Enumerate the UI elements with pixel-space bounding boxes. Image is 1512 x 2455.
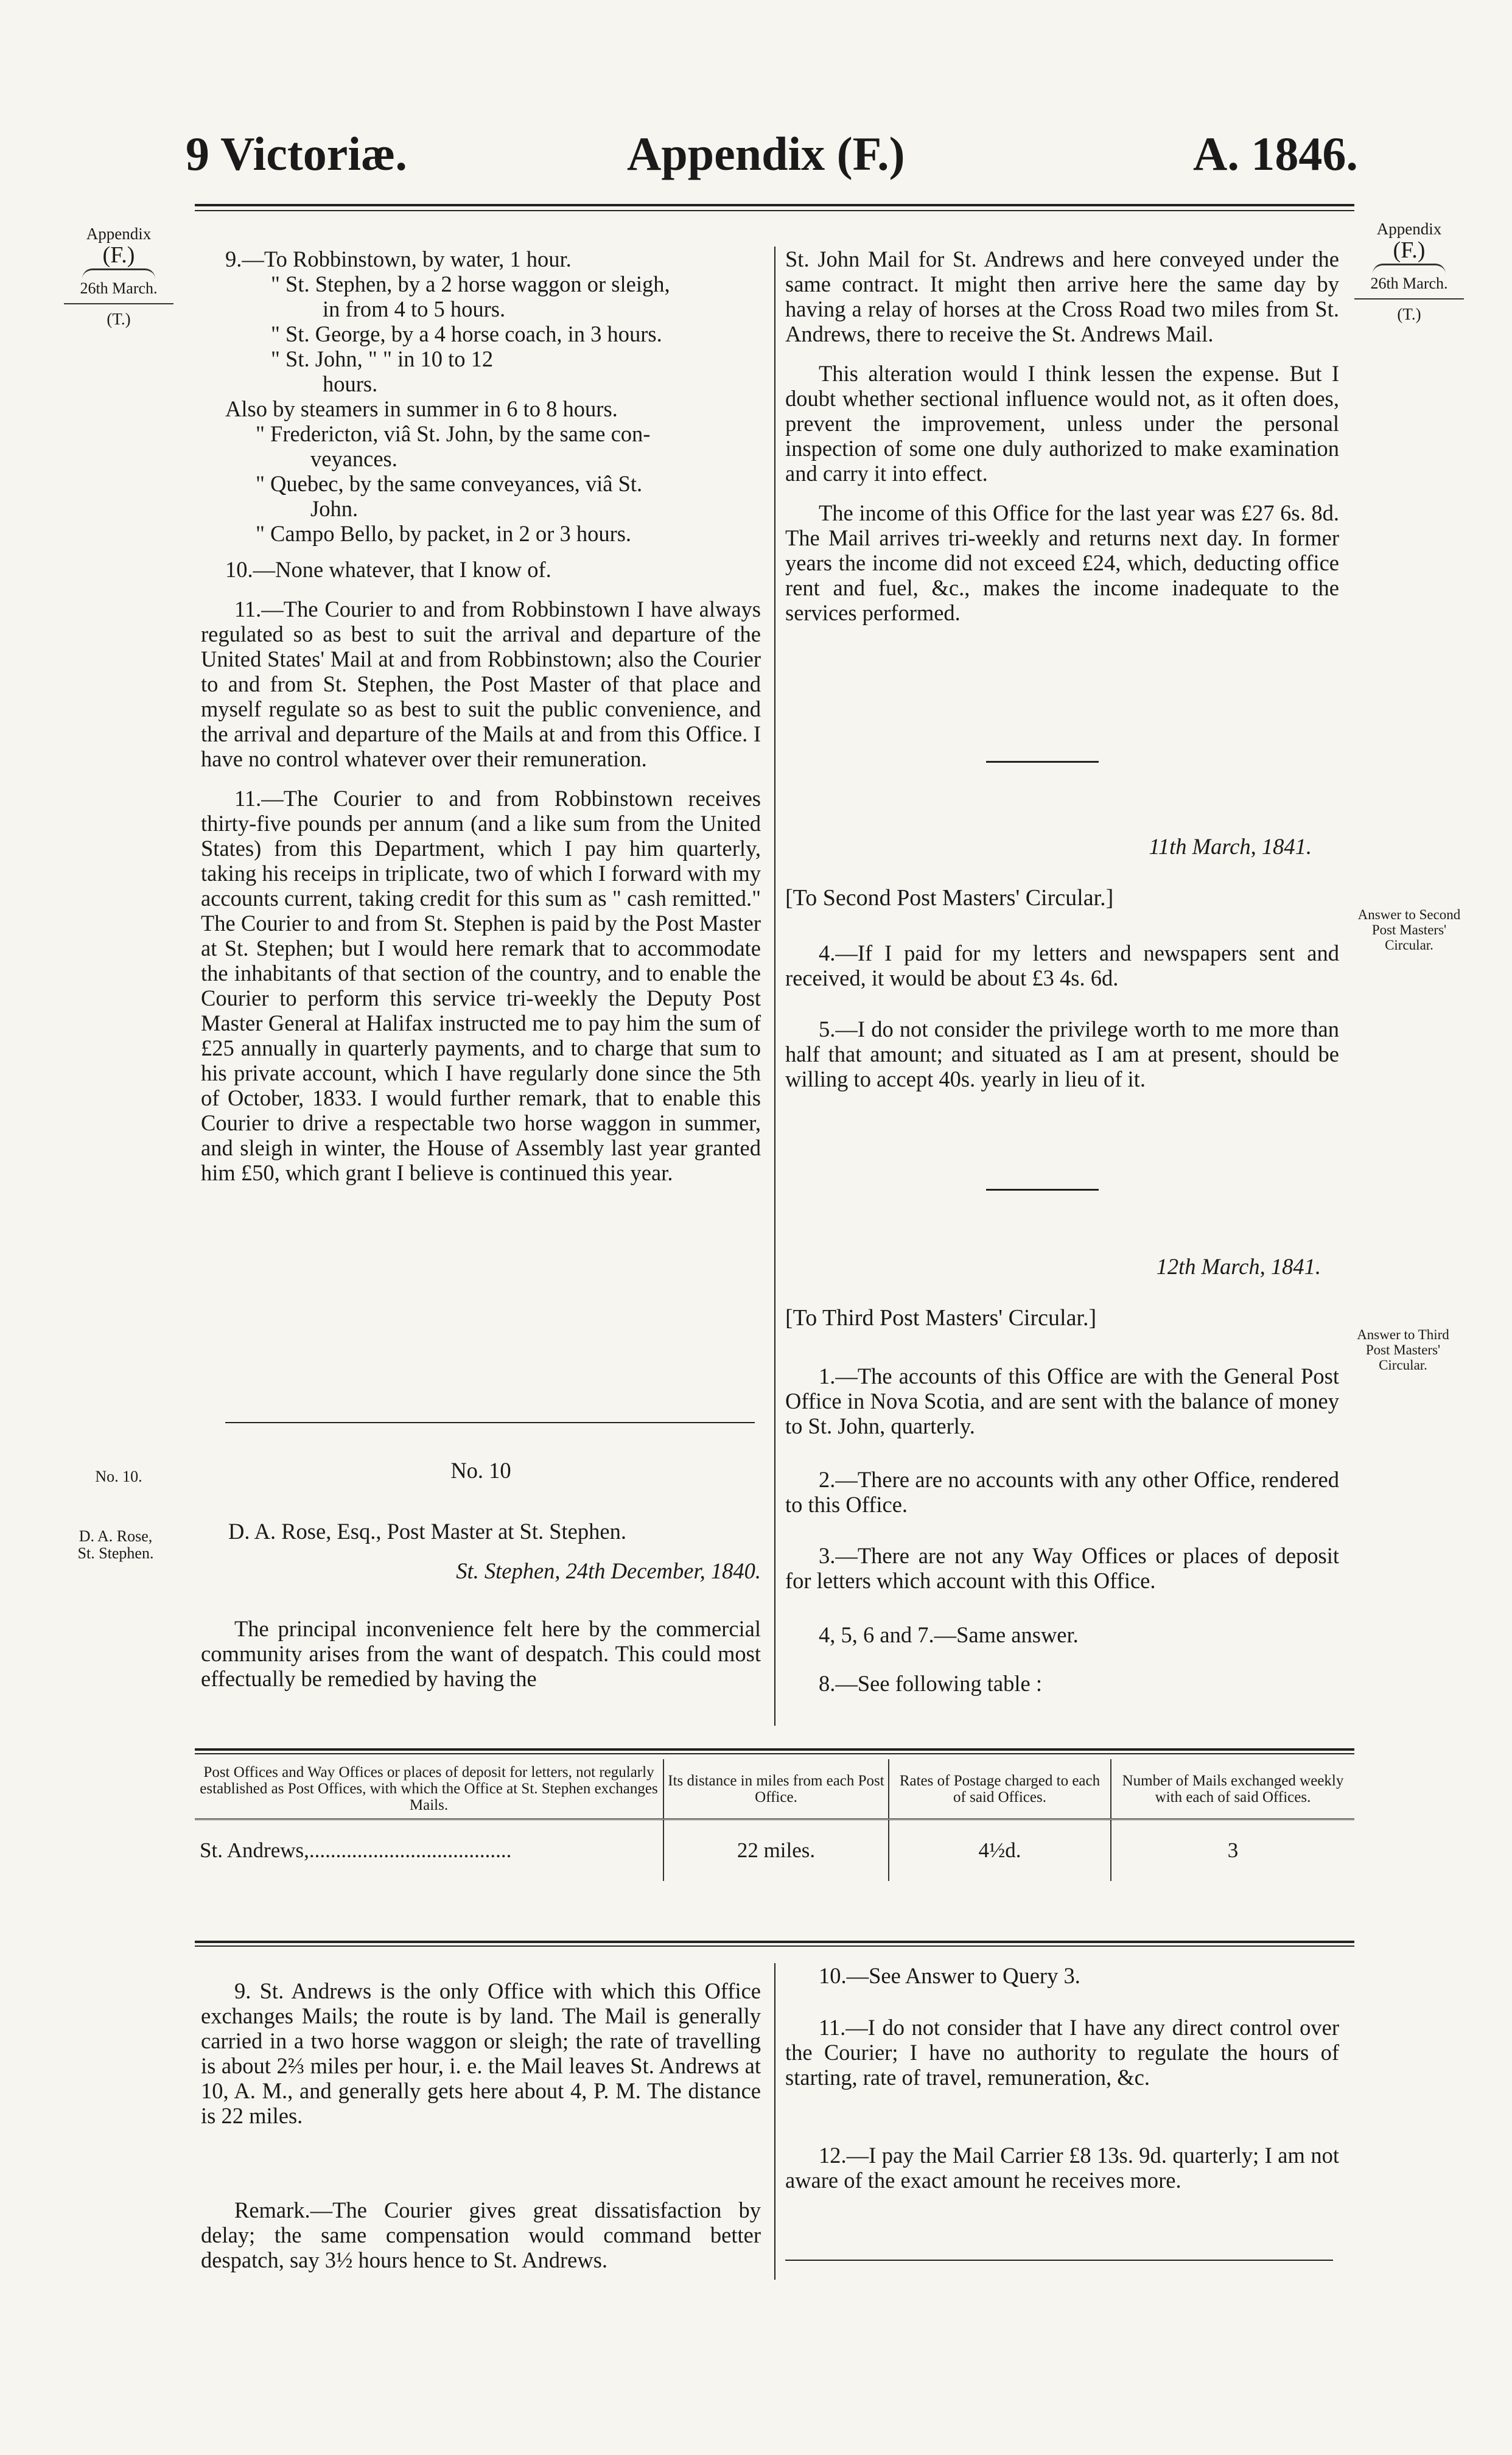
margin-rose-name: D. A. Rose, bbox=[79, 1527, 153, 1545]
margin-rose bbox=[58, 1528, 173, 1562]
table-header-row bbox=[195, 1759, 1354, 1819]
answer-11b: 11.—The Courier to and from Robbinstown receives thirty-five pounds per annum (and a like sum from the United States) from this Department, which I pay him quarterly, taking his receips in triplicate, two of which I forward with my accounts current, taking credit for this sum as " cash remitted." The Courier to and from St. Stephen is paid by the Post Master at St. Stephen; but I would here remark that to accommodate the inhabitants of that section of the country, and to enable the Courier to perform this service tri-weekly the Deputy Post Master General at Halifax instructed me to pay him the sum of £25 annually in quarterly payments, and to charge that sum to his private account, which I have regularly done since the 5th of October, 1833. I would further remark, that to enable this Courier to drive a respectable two horse waggon in summer, and sleigh in winter, the House of Assembly last year granted him £50, which grant I believe is continued this year. bbox=[201, 786, 761, 1185]
margin-right-top bbox=[1354, 220, 1464, 323]
answer-5: 5.—I do not consider the privilege worth to me more than half that amount; and situated as I am at present, should be willing to accept 40s. yearly in lieu of it. bbox=[785, 1017, 1339, 1091]
text-line: " St. John, " " in 10 to 12 bbox=[271, 346, 494, 371]
table-top-rule-thin bbox=[195, 1753, 1354, 1754]
answer-b8: 8.—See following table : bbox=[819, 1671, 1042, 1696]
header-title: Appendix (F.) bbox=[627, 127, 905, 180]
rose-date: St. Stephen, 24th December, 1840. bbox=[456, 1558, 761, 1583]
cell-distance: 22 miles. bbox=[663, 1819, 889, 1882]
alteration-text: This alteration would I think lessen the expense. But I doubt whether sectional influence would not, as it often does, prevent the improvement, unless under the personal inspection of some one duly authorized to make examination and carry it into effect. bbox=[785, 361, 1339, 486]
income-text: The income of this Office for the last year was £27 6s. 8d. The Mail arrives tri-weekly and returns next day. In former years the income did not exceed £24, which, deducting office rent and fuel, &c., makes the income inadequate to the services performed. bbox=[785, 500, 1339, 625]
third-circular-heading: [To Third Post Masters' Circular.] bbox=[785, 1305, 1097, 1331]
text-line: 9.—To Robbinstown, by water, 1 hour. bbox=[225, 247, 572, 271]
margin-date: 26th March. bbox=[80, 279, 158, 297]
col-header-mails: Number of Mails exchanged weekly with each of said Offices. bbox=[1122, 1772, 1344, 1805]
text-line: Also by steamers in summer in 6 to 8 hours. bbox=[225, 396, 618, 421]
text-line: in from 4 to 5 hours. bbox=[323, 296, 506, 321]
answer-q10: 10.—See Answer to Query 3. bbox=[819, 1963, 1080, 1988]
margin-letter: (F.) bbox=[1393, 237, 1426, 263]
table-top-rule bbox=[195, 1748, 1354, 1751]
brace-icon bbox=[1373, 264, 1446, 274]
brace-icon bbox=[82, 268, 155, 279]
margin-answer-third: Answer to Third Post Masters' Circular. bbox=[1357, 1327, 1449, 1373]
margin-letter: (F.) bbox=[102, 242, 135, 268]
col-header-offices: Post Offices and Way Offices or places of deposit for letters, not regularly established as Post Offices, with which the Office at St. Stephen exchanges Mails. bbox=[195, 1759, 663, 1819]
margin-divider bbox=[1354, 298, 1464, 299]
text-line: " Fredericton, viâ St. John, by the same con- bbox=[256, 421, 651, 446]
answer-b3: 3.—There are not any Way Offices or places of deposit for letters which account with this Office. bbox=[785, 1543, 1339, 1593]
text-line: " Campo Bello, by packet, in 2 or 3 hours. bbox=[256, 521, 632, 546]
answer-b4: 4, 5, 6 and 7.—Same answer. bbox=[819, 1622, 1079, 1647]
remark-text: Remark.—The Courier gives great dissatisfaction by delay; the same compensation would command better despatch, say 3½ hours hence to St. Andrews. bbox=[201, 2198, 761, 2272]
bottom-column-divider bbox=[774, 1963, 775, 2280]
end-rule bbox=[785, 2260, 1333, 2261]
date-11-march: 11th March, 1841. bbox=[1149, 834, 1312, 859]
rose-heading: D. A. Rose, Esq., Post Master at St. Stephen. bbox=[228, 1519, 626, 1544]
second-circular-heading: [To Second Post Masters' Circular.] bbox=[785, 885, 1114, 911]
separator bbox=[986, 761, 1099, 763]
text-line: " St. Stephen, by a 2 horse waggon or sleigh, bbox=[271, 271, 670, 296]
left-column bbox=[201, 247, 761, 1185]
answer-q11: 11.—I do not consider that I have any direct control over the Courier; I have no authority to regulate the hours of starting, rate of travel, remuneration, &c. bbox=[785, 2015, 1339, 2090]
header-rule bbox=[195, 204, 1354, 206]
header-right: A. 1846. bbox=[1193, 127, 1358, 180]
margin-appendix: Appendix bbox=[86, 225, 152, 243]
right-column bbox=[785, 247, 1339, 625]
mail-table bbox=[195, 1759, 1354, 1881]
cell-mails: 3 bbox=[1227, 1838, 1239, 1862]
answer-q12: 12.—I pay the Mail Carrier £8 13s. 9d. quarterly; I am not aware of the exact amount he receives more. bbox=[785, 2143, 1339, 2193]
margin-t: (T.) bbox=[107, 310, 131, 328]
separator bbox=[986, 1189, 1099, 1191]
margin-t: (T.) bbox=[1397, 305, 1421, 323]
answer-11a: 11.—The Courier to and from Robbinstown I have always regulated so as best to suit the arrival and departure of the United States' Mail at and from Robbinstown; also the Courier to and from St. Stephen, the Post Master of that place and myself regulate so as best to suit the public convenience, and the arrival and departure of the Mails at and from this Office. I have no control whatever over their remuneration. bbox=[201, 597, 761, 771]
margin-date: 26th March. bbox=[1370, 275, 1448, 292]
cell-office: St. Andrews,...................................... bbox=[195, 1819, 663, 1882]
date-12-march: 12th March, 1841. bbox=[1156, 1254, 1321, 1279]
text-line: veyances. bbox=[310, 446, 397, 471]
section-rule bbox=[225, 1422, 755, 1423]
answer-b2: 2.—There are no accounts with any other Office, rendered to this Office. bbox=[785, 1467, 1339, 1517]
margin-answer-second: Answer to Second Post Masters' Circular. bbox=[1357, 907, 1461, 953]
table-bottom-rule-thin bbox=[195, 1945, 1354, 1947]
no10-heading: No. 10 bbox=[450, 1458, 511, 1483]
answer-10: 10.—None whatever, that I know of. bbox=[225, 557, 551, 582]
text-line: John. bbox=[310, 496, 359, 521]
answer-4: 4.—If I paid for my letters and newspapers sent and received, it would be about £3 4s. 6d. bbox=[785, 940, 1339, 990]
cell-rate: 4½d. bbox=[889, 1819, 1111, 1882]
col-header-rates: Rates of Postage charged to each of said Offices. bbox=[889, 1759, 1111, 1819]
table-bottom-rule bbox=[195, 1941, 1354, 1943]
margin-no10: No. 10. bbox=[95, 1468, 142, 1485]
header-rule-thin bbox=[195, 210, 1354, 211]
text-line: hours. bbox=[323, 371, 378, 396]
answer-9: 9. St. Andrews is the only Office with which this Office exchanges Mails; the route is by land. The Mail is generally carried in a two horse waggon or sleigh; the rate of travelling is about 2⅔ miles per hour, i. e. the Mail leaves St. Andrews at 10, A. M., and generally gets here about 4, P. M. The distance is 22 miles. bbox=[201, 1978, 761, 2128]
margin-rose-place: St. Stephen. bbox=[77, 1544, 154, 1562]
header-left: 9 Victoriæ. bbox=[186, 127, 407, 180]
table-row bbox=[195, 1819, 1354, 1882]
principal-text: The principal inconvenience felt here by the commercial community arises from the want of despatch. This could most effectually be remedied by having the bbox=[201, 1616, 761, 1691]
margin-appendix: Appendix bbox=[1376, 220, 1442, 238]
col-header-distance: Its distance in miles from each Post Office. bbox=[663, 1759, 889, 1819]
margin-divider bbox=[64, 303, 173, 304]
column-divider bbox=[774, 247, 775, 1726]
text-line: " St. George, by a 4 horse coach, in 3 hours. bbox=[271, 321, 662, 346]
margin-left-top bbox=[64, 225, 173, 328]
text-line: " Quebec, by the same conveyances, viâ St. bbox=[256, 471, 643, 496]
continuation-text: St. John Mail for St. Andrews and here conveyed under the same contract. It might then arrive here the same day by having a relay of horses at the Cross Road two miles from St. Andrews, there to receive the St. Andrews Mail. bbox=[785, 247, 1339, 346]
answer-b1: 1.—The accounts of this Office are with the General Post Office in Nova Scotia, and are sent with the balance of money to St. John, quarterly. bbox=[785, 1364, 1339, 1438]
